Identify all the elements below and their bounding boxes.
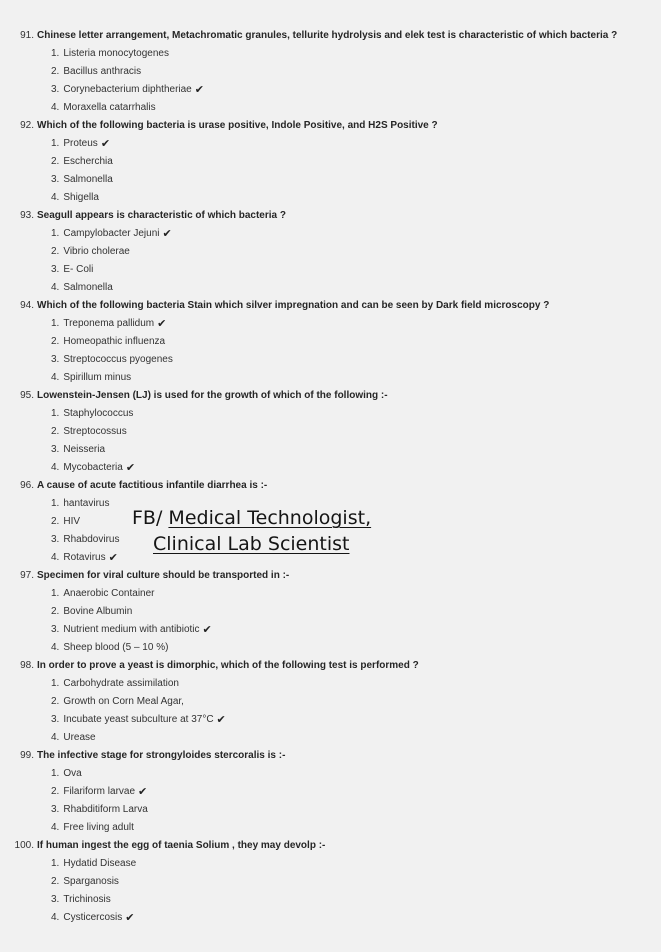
question-text: A cause of acute factitious infantile diarrhea is :-: [37, 480, 268, 491]
question-number: 96.: [20, 480, 34, 491]
question-95: [0, 387, 661, 477]
option-item: [0, 63, 661, 81]
option-item: [0, 153, 661, 171]
option-item: [0, 243, 661, 261]
option-text: Homeopathic influenza: [63, 336, 166, 347]
option-item: [0, 603, 661, 621]
option-text: Ova: [63, 768, 82, 779]
option-item: [0, 333, 661, 351]
question-98: [0, 657, 661, 747]
option-number: 1.: [51, 138, 60, 149]
question-header: [0, 477, 661, 495]
option-number: 3.: [51, 354, 60, 365]
option-number: 1.: [51, 498, 60, 509]
option-item: [0, 135, 661, 153]
option-item: [0, 585, 661, 603]
option-text: Moraxella catarrhalis: [63, 102, 156, 113]
option-text: Incubate yeast subculture at 37°C: [63, 714, 214, 725]
option-item: [0, 459, 661, 477]
question-header: [0, 27, 661, 45]
question-text: Which of the following bacteria Stain which silver impregnation and can be seen by Dark field microscopy ?: [37, 300, 550, 311]
question-99: [0, 747, 661, 837]
option-number: 3.: [51, 534, 60, 545]
question-number: 97.: [20, 570, 34, 581]
question-header: [0, 387, 661, 405]
check-mark-icon: ✔: [216, 714, 226, 726]
option-text: Bacillus anthracis: [63, 66, 142, 77]
option-text: Escherchia: [63, 156, 113, 167]
option-item: [0, 99, 661, 117]
option-item: [0, 891, 661, 909]
check-mark-icon: ✔: [194, 84, 204, 96]
question-header: [0, 117, 661, 135]
option-number: 3.: [51, 624, 60, 635]
option-item: [0, 261, 661, 279]
option-item: [0, 909, 661, 927]
option-item: [0, 225, 661, 243]
option-number: 4.: [51, 822, 60, 833]
option-text: Bovine Albumin: [63, 606, 133, 617]
option-text: Rhabditiform Larva: [63, 804, 148, 815]
question-header: [0, 297, 661, 315]
question-number: 95.: [20, 390, 34, 401]
option-number: 3.: [51, 444, 60, 455]
option-item: [0, 621, 661, 639]
option-text: Rhabdovirus: [63, 534, 120, 545]
question-text: The infective stage for strongyloides stercoralis is :-: [37, 750, 286, 761]
option-text: Staphylococcus: [63, 408, 134, 419]
option-text: Vibrio cholerae: [63, 246, 130, 257]
check-mark-icon: ✔: [108, 552, 118, 564]
option-item: [0, 765, 661, 783]
option-item: [0, 711, 661, 729]
option-text: E- Coli: [63, 264, 94, 275]
option-number: 3.: [51, 804, 60, 815]
check-mark-icon: ✔: [138, 786, 148, 798]
option-text: hantavirus: [63, 498, 110, 509]
option-number: 1.: [51, 228, 60, 239]
check-mark-icon: ✔: [157, 318, 167, 330]
option-text: Cysticercosis: [63, 912, 123, 923]
option-item: [0, 279, 661, 297]
option-number: 1.: [51, 858, 60, 869]
option-item: [0, 801, 661, 819]
option-text: Neisseria: [63, 444, 106, 455]
question-93: [0, 207, 661, 297]
option-item: [0, 675, 661, 693]
option-item: [0, 693, 661, 711]
option-number: 1.: [51, 318, 60, 329]
question-text: Lowenstein-Jensen (LJ) is used for the growth of which of the following :-: [37, 390, 388, 401]
option-item: [0, 189, 661, 207]
question-text: If human ingest the egg of taenia Solium , they may devolp :-: [37, 840, 326, 851]
option-number: 2.: [51, 876, 60, 887]
check-mark-icon: ✔: [125, 912, 135, 924]
question-number: 99.: [20, 750, 34, 761]
option-text: Campylobacter Jejuni: [63, 228, 160, 239]
option-item: [0, 351, 661, 369]
option-number: 2.: [51, 426, 60, 437]
option-item: [0, 855, 661, 873]
question-number: 100.: [14, 840, 34, 851]
option-item: [0, 873, 661, 891]
option-item: [0, 819, 661, 837]
watermark-name: Medical Technologist,: [168, 507, 372, 529]
option-number: 4.: [51, 912, 60, 923]
watermark: [132, 505, 371, 557]
option-item: [0, 441, 661, 459]
question-header: [0, 837, 661, 855]
option-item: [0, 369, 661, 387]
option-text: Hydatid Disease: [63, 858, 137, 869]
question-text: Seagull appears is characteristic of which bacteria ?: [37, 210, 286, 221]
option-text: Trichinosis: [63, 894, 111, 905]
question-number: 98.: [20, 660, 34, 671]
option-number: 4.: [51, 282, 60, 293]
option-number: 4.: [51, 462, 60, 473]
option-text: Nutrient medium with antibiotic: [63, 624, 200, 635]
option-text: Treponema pallidum: [63, 318, 155, 329]
option-number: 4.: [51, 552, 60, 563]
option-text: Mycobacteria: [63, 462, 123, 473]
option-item: [0, 423, 661, 441]
watermark-line-2: Clinical Lab Scientist: [153, 533, 350, 555]
question-number: 92.: [20, 120, 34, 131]
option-item: [0, 81, 661, 99]
option-text: Salmonella: [63, 174, 113, 185]
watermark-line-1: [132, 505, 371, 531]
option-number: 2.: [51, 156, 60, 167]
question-91: [0, 27, 661, 117]
option-number: 1.: [51, 588, 60, 599]
option-number: 3.: [51, 894, 60, 905]
option-item: [0, 315, 661, 333]
option-number: 1.: [51, 678, 60, 689]
option-text: HIV: [63, 516, 81, 527]
option-text: Corynebacterium diphtheriae: [63, 84, 192, 95]
option-text: Listeria monocytogenes: [63, 48, 169, 59]
option-text: Filariform larvae: [63, 786, 136, 797]
option-number: 4.: [51, 642, 60, 653]
option-text: Proteus: [63, 138, 98, 149]
option-text: Sheep blood (5 – 10 %): [63, 642, 169, 653]
option-text: Carbohydrate assimilation: [63, 678, 179, 689]
option-number: 3.: [51, 264, 60, 275]
question-header: [0, 207, 661, 225]
check-mark-icon: ✔: [162, 228, 172, 240]
watermark-prefix: FB/: [132, 507, 163, 529]
option-text: Salmonella: [63, 282, 113, 293]
question-header: [0, 747, 661, 765]
question-text: Specimen for viral culture should be transported in :-: [37, 570, 290, 581]
option-number: 1.: [51, 408, 60, 419]
question-header: [0, 567, 661, 585]
option-number: 2.: [51, 246, 60, 257]
option-item: [0, 639, 661, 657]
option-number: 3.: [51, 714, 60, 725]
option-text: Anaerobic Container: [63, 588, 155, 599]
option-number: 3.: [51, 84, 60, 95]
option-item: [0, 405, 661, 423]
option-item: [0, 729, 661, 747]
option-text: Rotavirus: [63, 552, 106, 563]
question-text: Chinese letter arrangement, Metachromatic granules, tellurite hydrolysis and elek test is characteristic of which bacteria ?: [37, 30, 618, 41]
question-92: [0, 117, 661, 207]
option-number: 3.: [51, 174, 60, 185]
option-number: 2.: [51, 786, 60, 797]
option-number: 4.: [51, 192, 60, 203]
option-number: 2.: [51, 336, 60, 347]
option-text: Sparganosis: [63, 876, 119, 887]
option-number: 2.: [51, 66, 60, 77]
question-94: [0, 297, 661, 387]
question-number: 94.: [20, 300, 34, 311]
option-number: 4.: [51, 102, 60, 113]
check-mark-icon: ✔: [125, 462, 136, 474]
option-text: Shigella: [63, 192, 99, 203]
question-100: [0, 837, 661, 927]
option-text: Urease: [63, 732, 96, 743]
option-item: [0, 171, 661, 189]
check-mark-icon: ✔: [100, 138, 111, 150]
question-sheet: [0, 27, 661, 927]
question-97: [0, 567, 661, 657]
question-number: 93.: [20, 210, 34, 221]
question-number: 91.: [20, 30, 34, 41]
option-text: Growth on Corn Meal Agar,: [63, 696, 184, 707]
question-text: In order to prove a yeast is dimorphic, which of the following test is performed ?: [37, 660, 419, 671]
option-number: 1.: [51, 768, 60, 779]
question-text: Which of the following bacteria is urase positive, Indole Positive, and H2S Positive ?: [37, 120, 438, 131]
option-text: Streptocossus: [63, 426, 127, 437]
option-number: 1.: [51, 48, 60, 59]
option-text: Streptococcus pyogenes: [63, 354, 173, 365]
option-text: Spirillum minus: [63, 372, 132, 383]
question-header: [0, 657, 661, 675]
option-item: [0, 783, 661, 801]
option-item: [0, 45, 661, 63]
option-number: 4.: [51, 732, 60, 743]
option-text: Free living adult: [63, 822, 134, 833]
check-mark-icon: ✔: [202, 624, 212, 636]
option-number: 2.: [51, 606, 60, 617]
option-number: 2.: [51, 516, 60, 527]
option-number: 2.: [51, 696, 60, 707]
option-number: 4.: [51, 372, 60, 383]
